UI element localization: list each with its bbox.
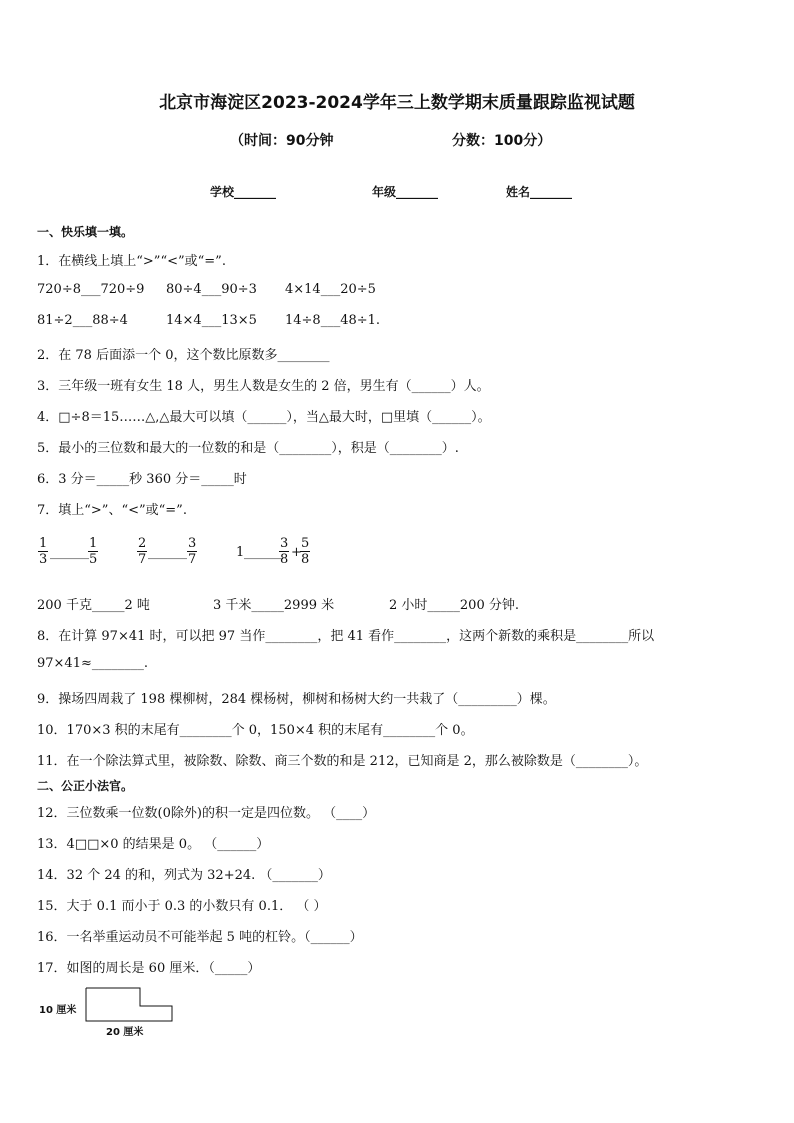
question-8: 8．在计算 97×41 时，可以把 97 当作________，把 41 看作________，这两个新数的乘积是________所以 [37, 629, 655, 644]
exam-time: （时间：90分钟 [230, 133, 334, 149]
question-3: 3．三年级一班有女生 18 人，男生人数是女生的 2 倍，男生有（______）人。 [37, 379, 490, 394]
section-heading: 二、公正小法官。 [37, 779, 134, 793]
question-1-item: 14×4___13×5 [166, 313, 257, 328]
exam-score: 分数：100分） [452, 133, 552, 149]
page-title: 北京市海淀区2023-2024学年三上数学期末质量跟踪监视试题 [159, 93, 635, 113]
fraction: $\frac{5}{8}$ [301, 536, 310, 567]
question-10: 10．170×3 积的末尾有________个 0，150×4 积的末尾有________个 0。 [37, 723, 474, 738]
figure-height-label: 10 厘米 [39, 1005, 77, 1016]
name-field[interactable]: 姓名_______ [506, 185, 573, 199]
question-16: 16．一名举重运动员不可能举起 5 吨的杠铃。（______） [37, 930, 363, 945]
question-1: 1．在横线上填上“>”“<”或“=”. [37, 254, 226, 269]
question-6: 6．3 分＝_____秒 360 分＝_____时 [37, 472, 247, 487]
fraction: $\frac{1}{3}$ [39, 536, 48, 567]
question-9: 9．操场四周栽了 198 棵柳树，284 棵杨树，柳树和杨树大约一共栽了（_________）棵。 [37, 692, 556, 707]
question-1-item: 14÷8___48÷1. [285, 313, 381, 328]
question-15: 15．大于 0.1 而小于 0.3 的小数只有 0.1． （ ） [37, 899, 327, 914]
question-1-item: 4×14___20÷5 [285, 282, 376, 297]
question-12: 12．三位数乘一位数(0除外)的积一定是四位数。 （____） [37, 806, 376, 821]
fraction: $\frac{3}{8}$ [280, 536, 289, 567]
question-8-continued: 97×41≈________. [37, 656, 149, 671]
question-7: 7．填上“>”、“<”或“=”. [37, 503, 187, 518]
plus-sign: + [291, 545, 302, 560]
question-1-item: 80÷4___90÷3 [166, 282, 257, 297]
perimeter-figure [84, 986, 180, 1026]
question-7-item: 2 小时_____200 分钟. [389, 598, 519, 613]
school-field[interactable]: 学校_______ [210, 185, 277, 199]
figure-width-label: 20 厘米 [106, 1027, 144, 1038]
question-1-item: 720÷8___720÷9 [37, 282, 145, 297]
fraction: $\frac{3}{7}$ [188, 536, 197, 567]
question-2: 2．在 78 后面添一个 0，这个数比原数多________ [37, 348, 330, 363]
question-14: 14．32 个 24 的和，列式为 32+24. （_______） [37, 868, 331, 883]
answer-blank[interactable]: ______ [50, 545, 89, 560]
question-7-item: 200 千克_____2 吨 [37, 598, 150, 613]
question-5: 5．最小的三位数和最大的一位数的和是（________），积是（________）. [37, 441, 459, 456]
question-1-item: 81÷2___88÷4 [37, 313, 128, 328]
question-4: 4．□÷8＝15……△,△最大可以填（______），当△最大时，□里填（______）。 [37, 410, 491, 425]
answer-blank[interactable]: ______ [244, 545, 283, 560]
question-7-item: 3 千米_____2999 米 [213, 598, 335, 613]
whole-number: 1 [236, 545, 245, 560]
fraction: $\frac{2}{7}$ [138, 536, 147, 567]
question-11: 11．在一个除法算式里，被除数、除数、商三个数的和是 212，已知商是 2，那么被除数是（________）。 [37, 754, 648, 769]
fraction: $\frac{1}{5}$ [89, 536, 98, 567]
grade-field[interactable]: 年级_______ [372, 185, 439, 199]
question-13: 13．4□□×0 的结果是 0。 （______） [37, 837, 270, 852]
answer-blank[interactable]: ______ [148, 545, 187, 560]
section-heading: 一、快乐填一填。 [37, 225, 134, 239]
question-17: 17．如图的周长是 60 厘米．（_____） [37, 961, 261, 976]
